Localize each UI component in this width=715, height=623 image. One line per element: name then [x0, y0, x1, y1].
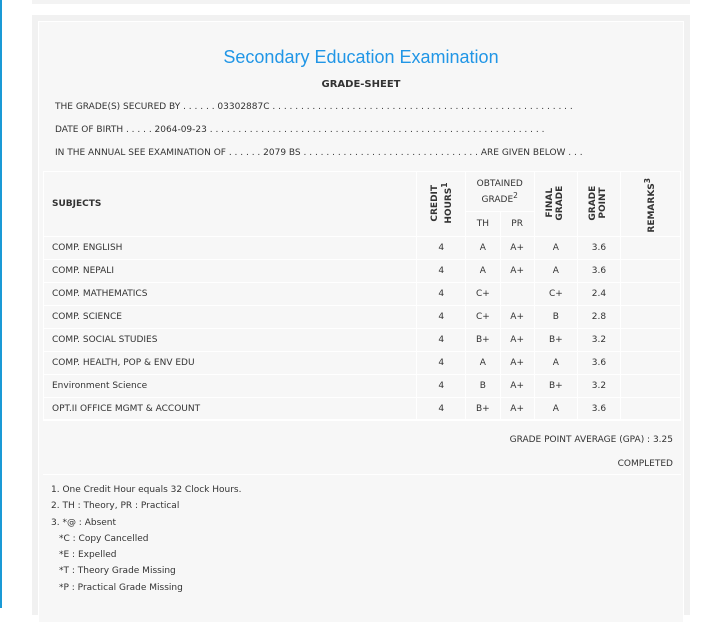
remarks-cell [620, 397, 680, 420]
credit-cell: 4 [417, 397, 466, 420]
remarks-cell [620, 328, 680, 351]
top-strip [32, 0, 690, 4]
subject-cell: Environment Science [44, 374, 417, 397]
secured-by: THE GRADE(S) SECURED BY . . . . . . 03302887C . . . . . . . . . . . . . . . . . . . . . . . . . . . . . . . . . . . . . . . . . . . . . . . . . . . . . [55, 102, 573, 112]
credit-cell: 4 [417, 328, 466, 351]
note: *P : Practical Grade Missing [59, 582, 183, 593]
gp-cell: 3.2 [578, 328, 621, 351]
remarks-cell [620, 305, 680, 328]
note: *C : Copy Cancelled [59, 533, 149, 544]
grade-sheet-panel [32, 15, 690, 615]
gp-cell: 3.6 [578, 397, 621, 420]
table-row [44, 328, 681, 351]
final-cell: A [534, 397, 578, 420]
th-cell: A [465, 236, 500, 259]
pr-header: PR [500, 212, 534, 236]
gp-cell: 2.4 [578, 282, 621, 305]
credit-hours-header: CREDIT HOURS$^1$ [417, 172, 466, 237]
table-row [44, 236, 681, 259]
divider [43, 474, 681, 475]
subject-cell: COMP. ENGLISH [44, 236, 417, 259]
credit-cell: 4 [417, 259, 466, 282]
grade-sheet [38, 21, 684, 623]
note: 3. *@ : Absent [51, 517, 117, 528]
final-cell: C+ [534, 282, 578, 305]
remarks-cell [620, 259, 680, 282]
table-row [44, 305, 681, 328]
th-cell: A [465, 351, 500, 374]
final-cell: A [534, 259, 578, 282]
final-cell: B+ [534, 328, 578, 351]
status: COMPLETED [617, 459, 673, 469]
grades-table [43, 171, 681, 421]
pr-cell: A+ [500, 374, 534, 397]
final-cell: A [534, 236, 578, 259]
gpa: GRADE POINT AVERAGE (GPA) : 3.25 [509, 435, 673, 445]
th-cell: A [465, 259, 500, 282]
final-cell: B [534, 305, 578, 328]
exam-year: IN THE ANNUAL SEE EXAMINATION OF . . . . . . 2079 BS . . . . . . . . . . . . . . . . . . . . . . . . . . . . . . . ARE GIVEN BELOW . . . [55, 148, 583, 158]
exam-title: Secondary Education Examination [223, 47, 499, 67]
remarks-cell [620, 282, 680, 305]
obtained-grade-header: OBTAINED GRADE$^2$ [465, 172, 534, 212]
table-row [44, 259, 681, 282]
remarks-cell [620, 374, 680, 397]
pr-cell: A+ [500, 397, 534, 420]
notes [51, 482, 241, 596]
subject-cell: COMP. SCIENCE [44, 305, 417, 328]
credit-cell: 4 [417, 305, 466, 328]
subject-cell: OPT.II OFFICE MGMT & ACCOUNT [44, 397, 417, 420]
gp-cell: 2.8 [578, 305, 621, 328]
subject-cell: COMP. NEPALI [44, 259, 417, 282]
credit-cell: 4 [417, 236, 466, 259]
subjects-header: SUBJECTS [44, 172, 417, 237]
table-row [44, 282, 681, 305]
gp-cell: 3.6 [578, 351, 621, 374]
subject-cell: COMP. MATHEMATICS [44, 282, 417, 305]
th-cell: C+ [465, 282, 500, 305]
credit-cell: 4 [417, 374, 466, 397]
gp-cell: 3.6 [578, 236, 621, 259]
left-border [0, 0, 2, 608]
remarks-cell [620, 351, 680, 374]
th-cell: B+ [465, 328, 500, 351]
subject-cell: COMP. HEALTH, POP & ENV EDU [44, 351, 417, 374]
th-header: TH [465, 212, 500, 236]
th-cell: B [465, 374, 500, 397]
note: 1. One Credit Hour equals 32 Clock Hours. [51, 485, 242, 495]
grade-point-header: GRADE POINT [578, 172, 621, 237]
credit-cell: 4 [417, 351, 466, 374]
grade-sheet-heading: GRADE-SHEET [321, 79, 401, 90]
table-row [44, 351, 681, 374]
credit-cell: 4 [417, 282, 466, 305]
remarks-header: REMARKS$^3$ [620, 172, 680, 237]
pr-cell: A+ [500, 351, 534, 374]
table-row [44, 374, 681, 397]
pr-cell: A+ [500, 328, 534, 351]
table-row [44, 397, 681, 420]
th-cell: B+ [465, 397, 500, 420]
th-cell: C+ [465, 305, 500, 328]
note: *E : Expelled [59, 550, 117, 561]
remarks-cell [620, 236, 680, 259]
pr-cell: A+ [500, 236, 534, 259]
note: *T : Theory Grade Missing [59, 566, 176, 577]
note: 2. TH : Theory, PR : Practical [51, 501, 180, 512]
pr-cell: A+ [500, 305, 534, 328]
final-cell: B+ [534, 374, 578, 397]
date-of-birth: DATE OF BIRTH . . . . . 2064-09-23 . . . . . . . . . . . . . . . . . . . . . . . . . . . . . . . . . . . . . . . . . . . . . . . . . . . . . . . . . . . [55, 125, 545, 135]
divider [43, 419, 681, 420]
final-cell: A [534, 351, 578, 374]
pr-cell: A+ [500, 259, 534, 282]
gp-cell: 3.2 [578, 374, 621, 397]
subject-cell: COMP. SOCIAL STUDIES [44, 328, 417, 351]
final-grade-header: FINAL GRADE [534, 172, 578, 237]
pr-cell [500, 282, 534, 305]
gp-cell: 3.6 [578, 259, 621, 282]
